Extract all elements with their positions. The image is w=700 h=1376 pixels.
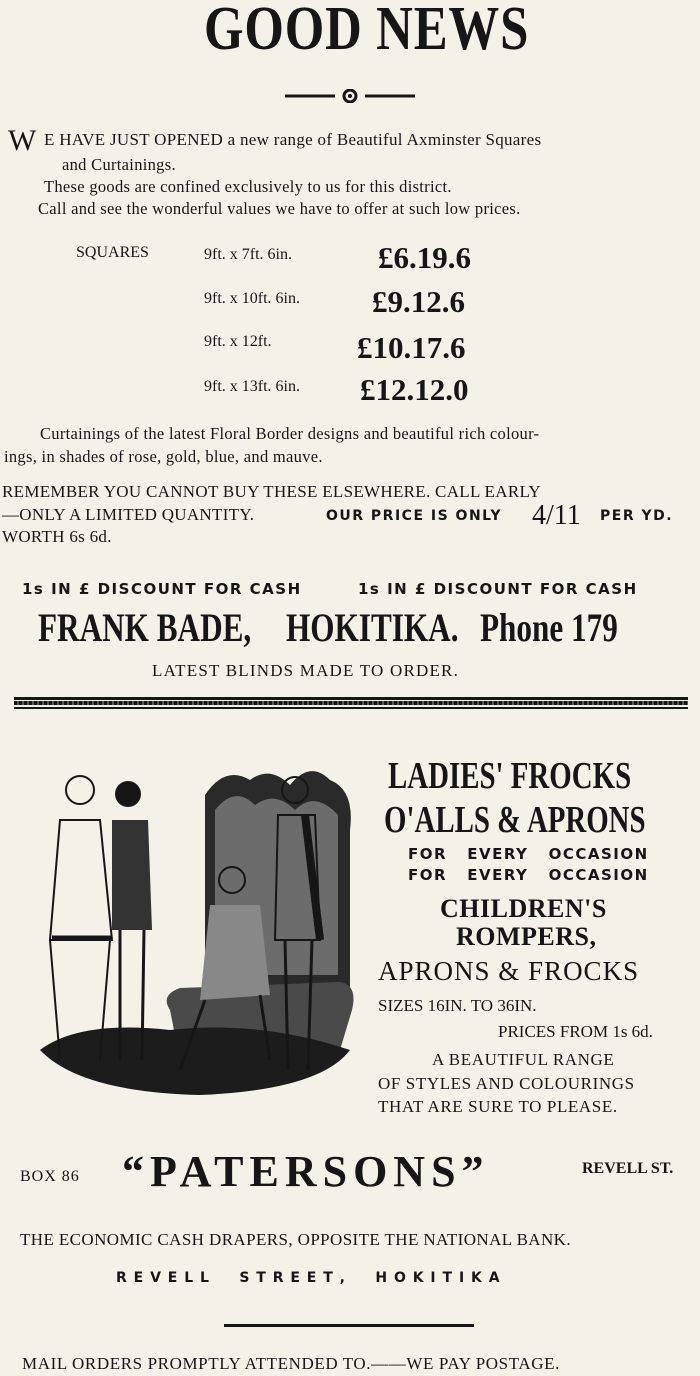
square-price: £9.12.6: [372, 284, 465, 319]
curtainings-line-1: Curtainings of the latest Floral Border designs and beautiful rich colour-: [40, 424, 540, 443]
square-size: 9ft. x 10ft. 6in.: [204, 290, 300, 307]
remember-line-1: REMEMBER YOU CANNOT BUY THESE ELSEWHERE. CALL EARLY: [2, 482, 542, 501]
squares-label: SQUARES: [76, 244, 149, 261]
occasion-line-2: FOR EVERY OCCASION: [408, 866, 649, 884]
section-divider-bottom: [14, 707, 688, 709]
revell-st-label: REVELL ST.: [582, 1160, 674, 1177]
merchant-phone: Phone 179: [480, 605, 618, 650]
sizes-line: SIZES 16IN. TO 36IN.: [378, 996, 537, 1015]
frocks-headline-2: O'ALLS & APRONS: [384, 799, 646, 841]
box-number: BOX 86: [20, 1168, 80, 1185]
prices-line: PRICES FROM 1s 6d.: [498, 1022, 653, 1041]
ladies-frocks-illustration: [20, 760, 360, 1100]
discount-right: 1s IN £ DISCOUNT FOR CASH: [358, 580, 638, 598]
square-size: 9ft. x 13ft. 6in.: [204, 378, 300, 395]
square-price: £10.17.6: [357, 330, 466, 365]
drop-cap: W: [8, 124, 37, 157]
rompers-line: ROMPERS,: [456, 922, 597, 951]
intro-line-4: Call and see the wonderful values we have to offer at such low prices.: [38, 199, 521, 218]
patersons-name: “PATERSONS”: [122, 1147, 490, 1196]
footer-rule: [224, 1324, 474, 1327]
per-yard-price: 4/11: [532, 500, 581, 531]
curtainings-line-2: ings, in shades of rose, gold, blue, and mauve.: [4, 447, 323, 466]
patersons-address: R E V E L L S T R E E T , H O K I T I K A: [116, 1270, 501, 1286]
per-yard-label: PER YD.: [600, 508, 674, 524]
section-divider: [14, 697, 688, 700]
merchant-name: FRANK BADE,: [38, 605, 252, 650]
square-price: £12.12.0: [360, 372, 469, 407]
mail-orders-line: MAIL ORDERS PROMPTLY ATTENDED TO.——WE PAY POSTAGE.: [22, 1354, 560, 1373]
merchant-town: HOKITIKA.: [286, 605, 459, 650]
range-line-2: OF STYLES AND COLOURINGS: [378, 1074, 635, 1093]
range-line-3: THAT ARE SURE TO PLEASE.: [378, 1097, 618, 1116]
frocks-headline-1: LADIES' FROCKS: [388, 755, 632, 797]
intro-line-3: These goods are confined exclusively to us for this district.: [44, 177, 452, 196]
intro-line-1: E HAVE JUST OPENED a new range of Beautiful Axminster Squares: [44, 130, 542, 149]
square-price: £6.19.6: [378, 240, 471, 275]
childrens-line: CHILDREN'S: [440, 894, 607, 923]
ornament-divider: [285, 88, 415, 102]
our-price-label: OUR PRICE IS ONLY: [326, 508, 503, 524]
occasion-line-1: FOR EVERY OCCASION: [408, 845, 649, 863]
ad-title: GOOD NEWS: [204, 0, 530, 63]
section-divider-dotted: [14, 701, 688, 705]
square-size: 9ft. x 7ft. 6in.: [204, 246, 292, 263]
range-line-1: A BEAUTIFUL RANGE: [432, 1050, 615, 1069]
blinds-line: LATEST BLINDS MADE TO ORDER.: [152, 661, 460, 680]
square-size: 9ft. x 12ft.: [204, 333, 272, 350]
aprons-frocks-line: APRONS & FROCKS: [378, 956, 640, 986]
discount-left: 1s IN £ DISCOUNT FOR CASH: [22, 580, 302, 598]
worth-line: WORTH 6s 6d.: [2, 527, 112, 546]
remember-line-2a: —ONLY A LIMITED QUANTITY.: [2, 505, 255, 524]
patersons-tagline: THE ECONOMIC CASH DRAPERS, OPPOSITE THE NATIONAL BANK.: [20, 1230, 571, 1249]
intro-line-2: and Curtainings.: [62, 155, 176, 174]
